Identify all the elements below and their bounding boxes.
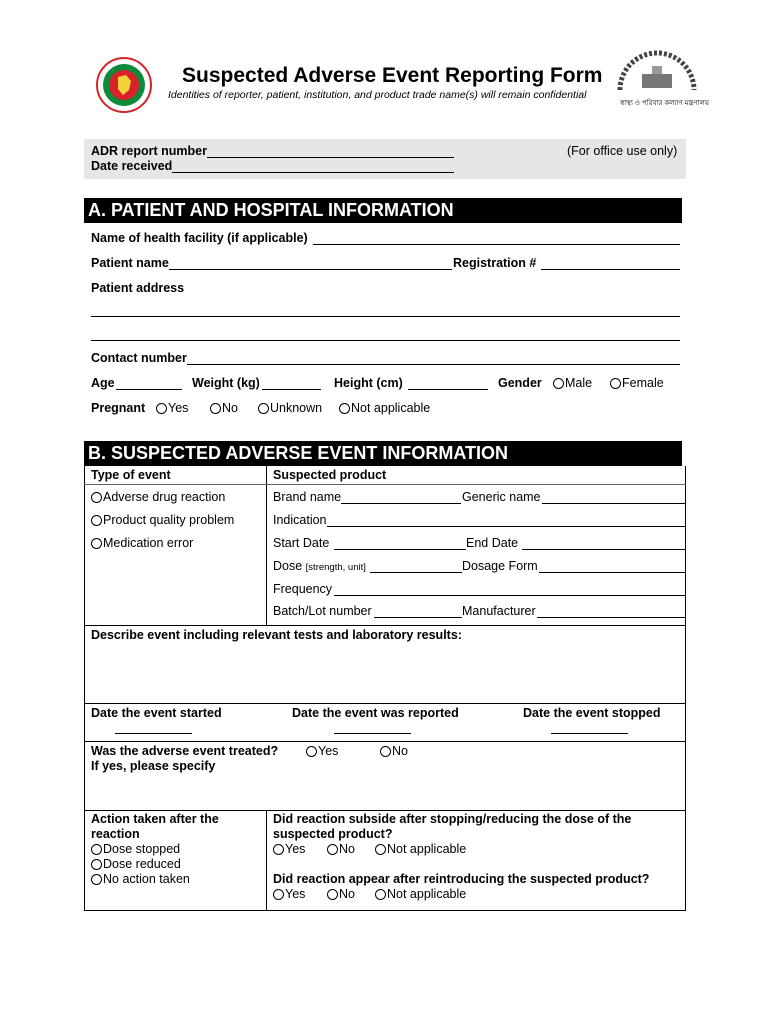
reappear-no-label: No: [339, 887, 355, 901]
pregnant-na-label: Not applicable: [351, 401, 431, 415]
row-divider-dates: [84, 703, 686, 704]
facility-label: Name of health facility (if applicable): [91, 231, 308, 245]
registration-label: Registration #: [453, 256, 537, 270]
radio-icon[interactable]: [91, 844, 102, 855]
action-no-action-option[interactable]: [91, 872, 190, 886]
radio-icon[interactable]: [91, 859, 102, 870]
radio-icon[interactable]: [91, 538, 102, 549]
manufacturer-field[interactable]: [537, 617, 685, 618]
subside-question-2: suspected product?: [273, 827, 393, 841]
dose-label: [273, 559, 366, 573]
gender-male-label: Male: [565, 376, 593, 390]
radio-icon[interactable]: [553, 378, 564, 389]
event-type-medication-option[interactable]: [91, 536, 193, 550]
radio-icon[interactable]: [156, 403, 167, 414]
treated-yes-option[interactable]: [306, 744, 338, 758]
brand-name-label: Brand name: [273, 490, 342, 504]
treated-no-option[interactable]: [380, 744, 408, 758]
treated-no-label: No: [392, 744, 408, 758]
reappear-no-option[interactable]: [327, 887, 355, 901]
row-divider-action: [84, 810, 686, 811]
event-type-quality-label: Product quality problem: [103, 513, 235, 527]
subside-no-option[interactable]: [327, 842, 355, 856]
subside-yes-label: Yes: [285, 842, 306, 856]
pregnant-yes-label: Yes: [168, 401, 189, 415]
table-col-divider-top: [266, 466, 267, 625]
treated-yes-label: Yes: [318, 744, 339, 758]
radio-icon[interactable]: [91, 492, 102, 503]
government-emblem-logo: [96, 57, 152, 113]
action-taken-label-2: reaction: [91, 827, 140, 841]
date-received-label: Date received: [91, 159, 173, 173]
patient-address-line-1[interactable]: [91, 316, 680, 317]
radio-icon[interactable]: [258, 403, 269, 414]
patient-address-label: Patient address: [91, 281, 185, 295]
gender-male-option[interactable]: [553, 376, 592, 390]
radio-icon[interactable]: [306, 746, 317, 757]
adr-report-label: ADR report number: [91, 144, 207, 158]
event-type-medication-label: Medication error: [103, 536, 194, 550]
start-date-label: Start Date: [273, 536, 330, 550]
subside-na-option[interactable]: [375, 842, 466, 856]
action-taken-label-1: Action taken after the: [91, 812, 219, 826]
contact-label: Contact number: [91, 351, 187, 365]
batch-field[interactable]: [374, 617, 462, 618]
gender-female-option[interactable]: [610, 376, 664, 390]
height-label: Height (cm): [334, 376, 403, 390]
radio-icon[interactable]: [380, 746, 391, 757]
manufacturer-label: Manufacturer: [462, 604, 536, 618]
reappear-na-option[interactable]: [375, 887, 466, 901]
date-reported-label: Date the event was reported: [292, 706, 459, 720]
pregnant-yes-option[interactable]: [156, 401, 188, 415]
gender-label: Gender: [498, 376, 542, 390]
radio-icon[interactable]: [339, 403, 350, 414]
event-type-adr-label: Adverse drug reaction: [103, 490, 226, 504]
batch-label: Batch/Lot number: [273, 604, 372, 618]
header-row-underline: [84, 484, 686, 485]
date-started-label: Date the event started: [91, 706, 222, 720]
registration-field[interactable]: [541, 269, 680, 270]
form-title: Suspected Adverse Event Reporting Form: [182, 64, 603, 87]
describe-event-area[interactable]: [86, 646, 684, 701]
date-stopped-field[interactable]: [551, 733, 628, 734]
pregnant-unknown-option[interactable]: [258, 401, 322, 415]
dose-label-text: Dose: [273, 559, 303, 573]
suspected-product-header: Suspected product: [273, 468, 387, 482]
patient-name-label: Patient name: [91, 256, 169, 270]
end-date-label: End Date: [466, 536, 519, 550]
treated-question: Was the adverse event treated?: [91, 744, 279, 758]
pregnant-no-label: No: [222, 401, 238, 415]
indication-label: Indication: [273, 513, 327, 527]
subside-question-1: Did reaction subside after stopping/reducing the dose of the: [273, 812, 632, 826]
date-received-field[interactable]: [172, 172, 454, 173]
age-field[interactable]: [116, 389, 182, 390]
radio-icon[interactable]: [327, 889, 338, 900]
dose-hint: [strength, unit]: [305, 562, 366, 573]
subside-na-label: Not applicable: [387, 842, 467, 856]
reappear-question: Did reaction appear after reintroducing the suspected product?: [273, 872, 650, 886]
end-date-field[interactable]: [522, 549, 685, 550]
section-b-header: B. SUSPECTED ADVERSE EVENT INFORMATION: [84, 441, 682, 466]
office-use-note: (For office use only): [567, 144, 678, 158]
height-field[interactable]: [408, 389, 488, 390]
date-reported-field[interactable]: [334, 733, 411, 734]
event-type-adr-option[interactable]: [91, 490, 225, 504]
action-dose-stopped-option[interactable]: [91, 842, 180, 856]
row-divider-treated: [84, 741, 686, 742]
age-label: Age: [91, 376, 115, 390]
pregnant-unknown-label: Unknown: [270, 401, 323, 415]
dosage-form-field[interactable]: [539, 572, 685, 573]
frequency-field[interactable]: [334, 595, 685, 596]
radio-icon[interactable]: [273, 844, 284, 855]
pregnant-label: Pregnant: [91, 401, 146, 415]
contact-field[interactable]: [187, 364, 680, 365]
specify-label: If yes, please specify: [91, 759, 216, 773]
generic-name-label: Generic name: [462, 490, 541, 504]
form-subtitle: Identities of reporter, patient, institution, and product trade name(s) will remain confidential: [168, 89, 587, 101]
radio-icon[interactable]: [375, 844, 386, 855]
radio-icon[interactable]: [375, 889, 386, 900]
generic-name-field[interactable]: [542, 503, 685, 504]
dose-field[interactable]: [370, 572, 462, 573]
radio-icon[interactable]: [210, 403, 221, 414]
action-dose-reduced-label: Dose reduced: [103, 857, 181, 871]
pregnant-no-option[interactable]: [210, 401, 238, 415]
indication-field[interactable]: [327, 526, 685, 527]
action-dose-stopped-label: Dose stopped: [103, 842, 181, 856]
patient-address-line-2[interactable]: [91, 340, 680, 341]
section-a-header: A. PATIENT AND HOSPITAL INFORMATION: [84, 198, 682, 223]
row-divider-describe: [84, 625, 686, 626]
table-left-border: [84, 466, 85, 910]
radio-icon[interactable]: [327, 844, 338, 855]
radio-icon[interactable]: [91, 515, 102, 526]
action-no-action-label: No action taken: [103, 872, 190, 886]
describe-event-label: Describe event including relevant tests and laboratory results:: [91, 628, 462, 642]
table-right-border: [685, 466, 686, 910]
adr-report-field[interactable]: [207, 157, 454, 158]
subside-no-label: No: [339, 842, 355, 856]
weight-field[interactable]: [262, 389, 321, 390]
radio-icon[interactable]: [273, 889, 284, 900]
table-bottom-border: [84, 910, 686, 911]
brand-name-field[interactable]: [341, 503, 461, 504]
gender-female-label: Female: [622, 376, 664, 390]
reappear-na-label: Not applicable: [387, 887, 467, 901]
ministry-caption: স্বাস্থ্য ও পরিবার কল্যাণ মন্ত্রণালয়: [620, 100, 710, 107]
action-dose-reduced-option[interactable]: [91, 857, 181, 871]
dosage-form-label: Dosage Form: [462, 559, 538, 573]
reappear-yes-label: Yes: [285, 887, 306, 901]
weight-label: Weight (kg): [192, 376, 260, 390]
date-stopped-label: Date the event stopped: [523, 706, 661, 720]
type-of-event-header: Type of event: [91, 468, 171, 482]
start-date-field[interactable]: [334, 549, 466, 550]
subside-yes-option[interactable]: [273, 842, 305, 856]
table-col-divider-bottom: [266, 810, 267, 910]
reappear-yes-option[interactable]: [273, 887, 305, 901]
patient-name-field[interactable]: [169, 269, 452, 270]
pregnant-na-option[interactable]: [339, 401, 430, 415]
date-started-field[interactable]: [115, 733, 192, 734]
frequency-label: Frequency: [273, 582, 333, 596]
facility-field[interactable]: [313, 244, 680, 245]
event-type-quality-option[interactable]: [91, 513, 234, 527]
radio-icon[interactable]: [610, 378, 621, 389]
radio-icon[interactable]: [91, 874, 102, 885]
